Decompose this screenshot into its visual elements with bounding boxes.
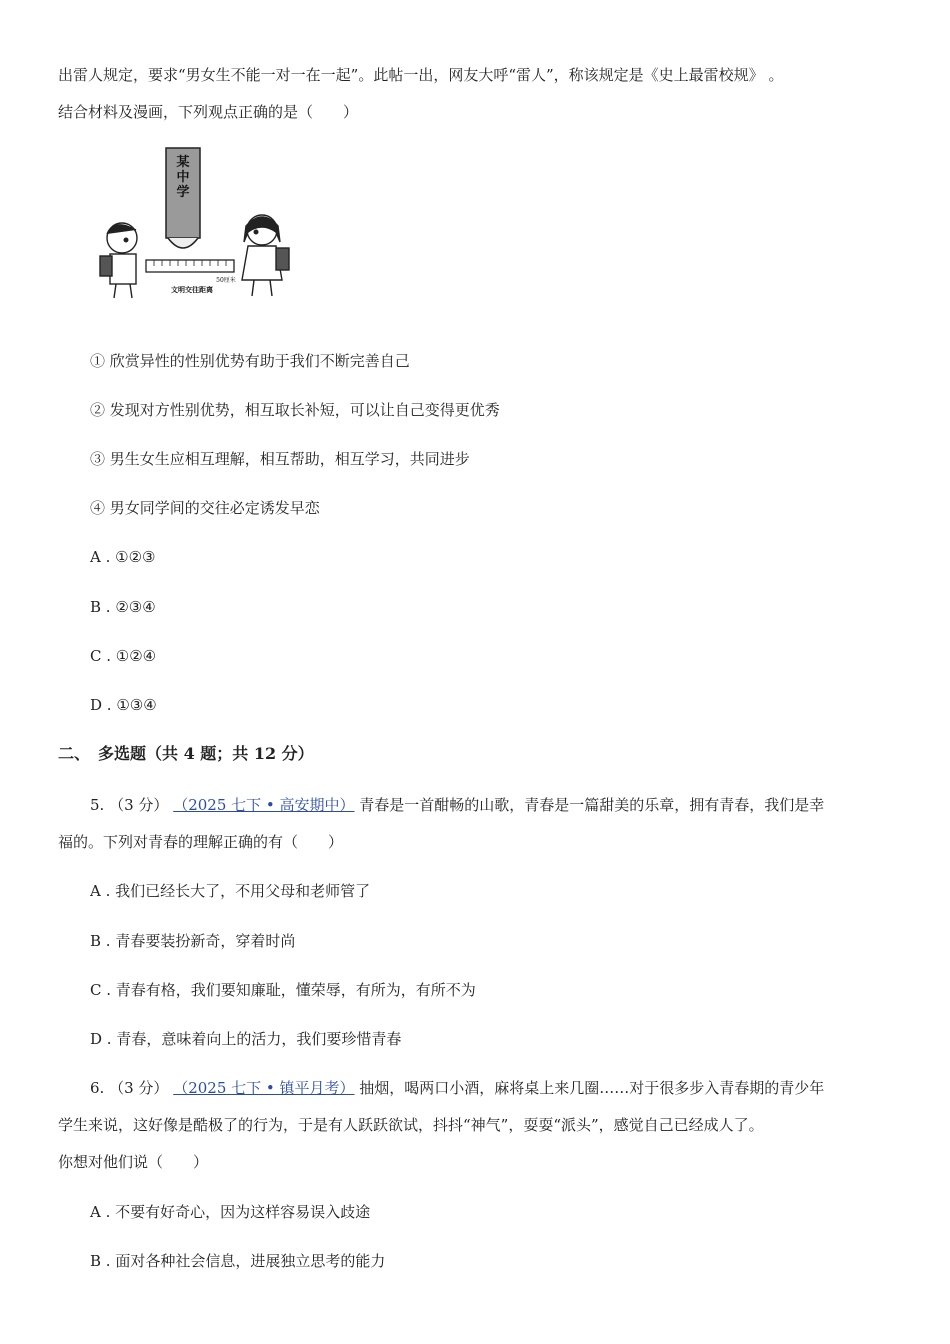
- hand-shape: [168, 238, 198, 248]
- q4-option-c[interactable]: C . ①②④: [90, 647, 157, 665]
- q4-option-b[interactable]: B . ②③④: [90, 598, 156, 616]
- q6-option-b[interactable]: B . 面对各种社会信息，进展独立思考的能力: [90, 1252, 386, 1270]
- q5-stem-line-1: [90, 794, 824, 816]
- q6-stem-line-3: 你想对他们说（ ）: [58, 1153, 209, 1171]
- intro-line-1: 出雷人规定，要求“男女生不能一对一在一起”。此帖一出，网友大呼“雷人”，称该规定是《史上最雷校规》 。: [58, 66, 784, 84]
- statement-3: ③ 男生女生应相互理解，相互帮助，相互学习，共同进步: [90, 450, 470, 468]
- q5-score: （3 分）: [109, 796, 169, 814]
- ruler-shape: [146, 260, 234, 272]
- school-label-char: 学: [176, 185, 190, 200]
- girl-figure: [242, 215, 289, 296]
- q5-option-c[interactable]: C . 青春有格，我们要知廉耻，懂荣辱，有所为，有所不为: [90, 981, 476, 999]
- statement-1: ① 欣赏异性的性别优势有助于我们不断完善自己: [90, 352, 410, 370]
- q5-option-b[interactable]: B . 青春要装扮新奇，穿着时尚: [90, 932, 296, 950]
- q5-number: 5.: [90, 796, 105, 814]
- q6-stem-line-1: [90, 1077, 824, 1099]
- q6-score: （3 分）: [109, 1079, 169, 1097]
- q6-stem-line-2: 学生来说，这好像是酷极了的行为，于是有人跃跃欲试，抖抖“神气”，耍耍“派头”，感觉自己已经成人了。: [58, 1116, 764, 1134]
- comic-image: [96, 146, 292, 302]
- question-prompt: 结合材料及漫画，下列观点正确的是（ ）: [58, 103, 359, 121]
- section-title: 二、 多选题（共 4 题；共 12 分）: [58, 744, 314, 763]
- q6-number: 6.: [90, 1079, 105, 1097]
- q5-stem-text: 青春是一首酣畅的山歌，青春是一篇甜美的乐章，拥有青春，我们是幸: [359, 796, 825, 814]
- ruler-mark-label: 50厘米: [216, 277, 236, 284]
- q4-option-a[interactable]: A . ①②③: [90, 548, 156, 566]
- q6-source-link[interactable]: （2025 七下 • 镇平月考）: [173, 1079, 355, 1097]
- q5-source-link[interactable]: （2025 七下 • 高安期中）: [173, 796, 355, 814]
- boy-figure: [100, 223, 137, 298]
- statement-4: ④ 男女同学间的交往必定诱发早恋: [90, 499, 320, 517]
- q6-stem-text: 抽烟，喝两口小酒，麻将桌上来几圈……对于很多步入青春期的青少年: [359, 1079, 825, 1097]
- q5-option-d[interactable]: D . 青春，意味着向上的活力，我们要珍惜青春: [90, 1030, 402, 1048]
- q5-stem-line-2: 福的。下列对青春的理解正确的有（ ）: [58, 833, 344, 851]
- comic-caption: 文明交往距离: [171, 285, 213, 294]
- q4-option-d[interactable]: D . ①③④: [90, 696, 157, 714]
- school-label-char: 某: [176, 155, 190, 170]
- school-label-1: [176, 154, 189, 200]
- q5-option-a[interactable]: A . 我们已经长大了，不用父母和老师管了: [90, 882, 371, 900]
- statement-2: ② 发现对方性别优势，相互取长补短，可以让自己变得更优秀: [90, 401, 500, 419]
- school-label-char: 中: [176, 170, 190, 185]
- q6-option-a[interactable]: A . 不要有好奇心，因为这样容易误入歧途: [90, 1203, 371, 1221]
